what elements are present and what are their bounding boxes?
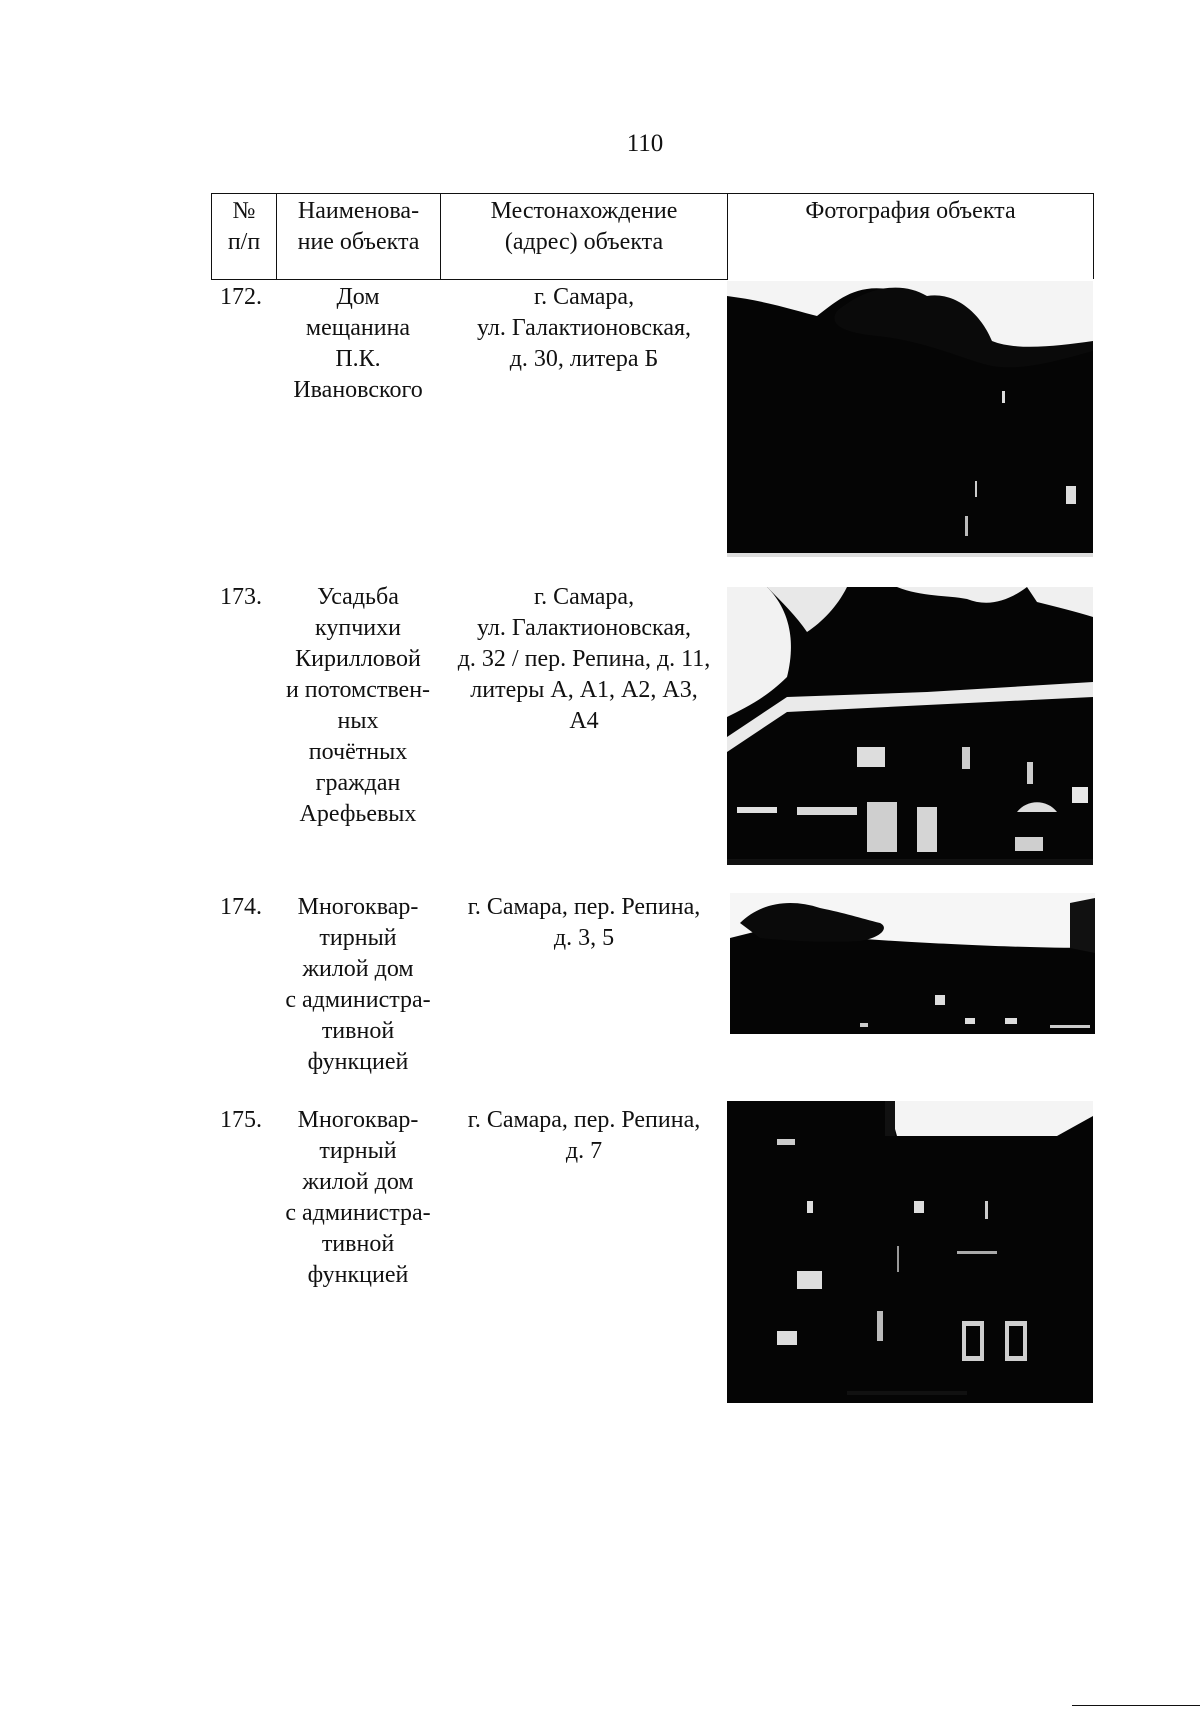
header-top-border: [211, 193, 1094, 194]
building-photo-icon: [727, 281, 1093, 557]
header-photo: Фотография объекта: [805, 198, 1016, 224]
header-bottom-border: [211, 279, 728, 280]
header-name: Наименова- ние объекта: [297, 198, 420, 255]
building-photo-icon: [727, 587, 1093, 865]
row-number: 175.: [220, 1107, 262, 1133]
page-number: 110: [626, 130, 664, 157]
object-name: Многоквар- тирный жилой дом с администра- тивной функцией: [285, 894, 431, 1075]
header-right-border: [1093, 193, 1094, 279]
object-address: г. Самара, пер. Репина, д. 3, 5: [467, 894, 701, 951]
object-address: г. Самара, ул. Галактионовская, д. 32 / пер. Репина, д. 11, литеры А, А1, А2, А3, А4: [457, 584, 711, 734]
object-address: г. Самара, пер. Репина, д. 7: [467, 1107, 701, 1164]
object-name: Усадьба купчихи Кирилловой и потомствен- ных почётных граждан Арефьевых: [285, 584, 431, 827]
object-photo: [727, 281, 1093, 557]
row-number: 172.: [220, 284, 262, 310]
header-num: № п/п: [227, 198, 261, 255]
object-photo: [727, 1101, 1093, 1403]
building-photo-icon: [730, 893, 1095, 1034]
row-number: 173.: [220, 584, 262, 610]
object-name: Дом мещанина П.К. Ивановского: [293, 284, 423, 403]
object-address: г. Самара, ул. Галактионовская, д. 30, литера Б: [476, 284, 692, 372]
object-name: Многоквар- тирный жилой дом с администра- тивной функцией: [285, 1107, 431, 1288]
building-photo-icon: [727, 1101, 1093, 1403]
object-photo: [727, 587, 1093, 865]
row-number: 174.: [220, 894, 262, 920]
footer-rule: [1072, 1705, 1200, 1706]
header-address: Местонахождение (адрес) объекта: [490, 198, 678, 255]
object-photo: [730, 893, 1095, 1034]
